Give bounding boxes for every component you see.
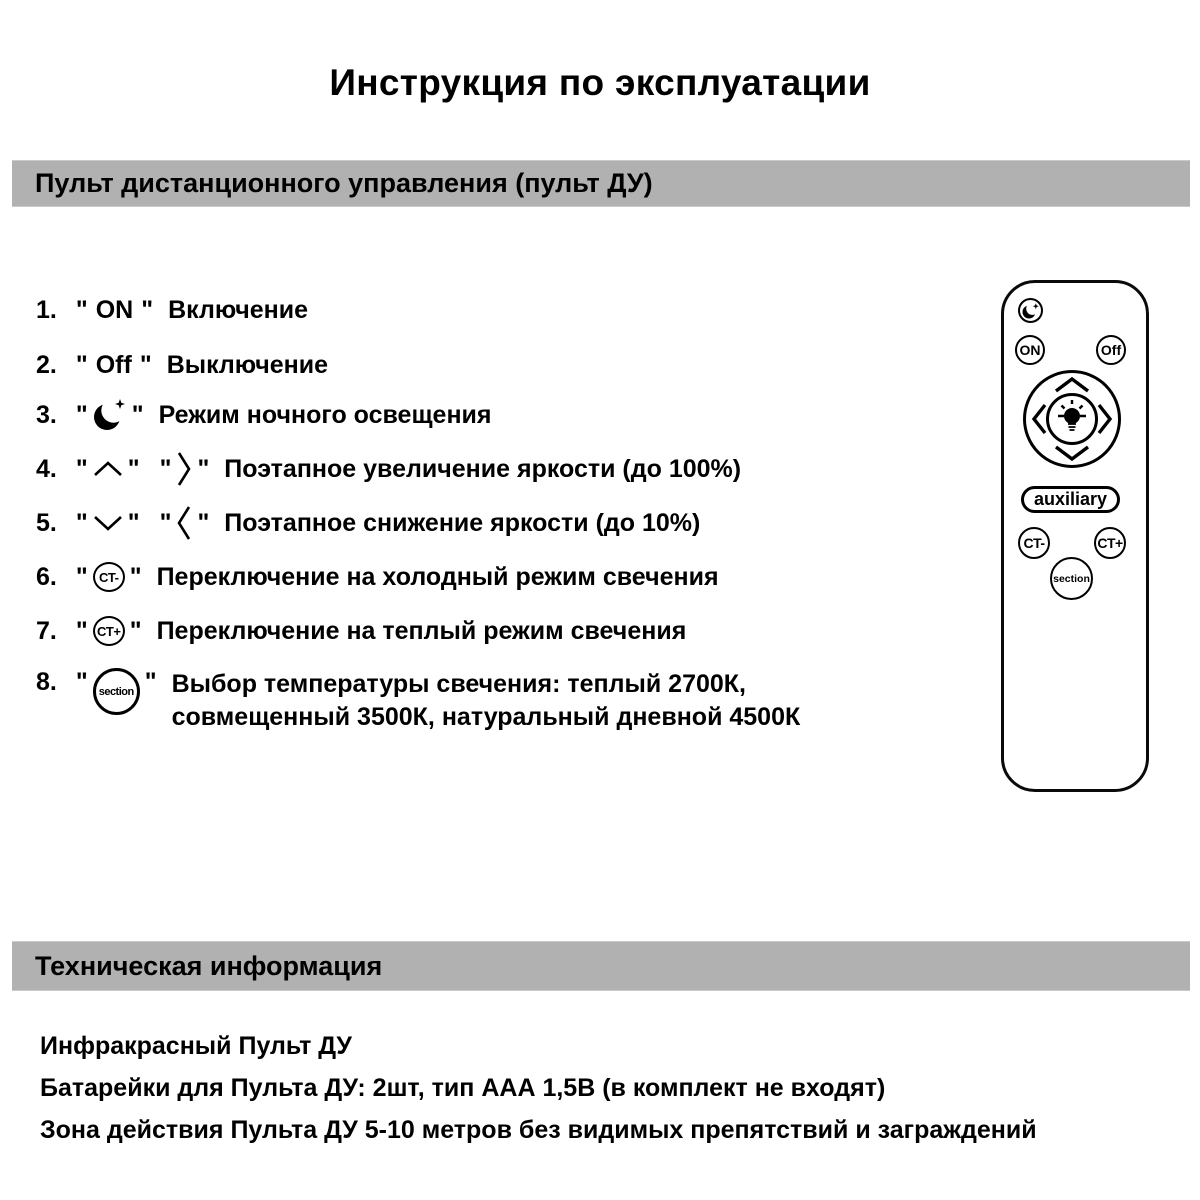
moon-icon [93, 397, 127, 433]
instruction-item-night-mode: 3. " " Режим ночного освещения [36, 397, 492, 433]
ct-minus-badge: CT- [93, 562, 125, 592]
chevron-down-icon [93, 514, 123, 532]
instruction-item-on: 1. " ON " Включение [36, 295, 309, 324]
section-header-remote-label: Пульт дистанционного управления (пульт ДУ) [35, 168, 653, 198]
instruction-item-warm-mode: 7. " CT+ " Переключение на теплый режим свечения [36, 616, 687, 645]
section-header-remote [12, 160, 1190, 207]
on-button: ON [1015, 335, 1045, 365]
angle-left-icon [176, 504, 192, 542]
section-header-tech-label: Техническая информация [35, 950, 383, 981]
dpad-up-icon [1056, 379, 1088, 391]
chevron-up-icon [93, 460, 123, 478]
section-button: section [1050, 557, 1093, 600]
tech-info-line: Зона действия Пульта ДУ 5-10 метров без видимых препятствий и заграждений [40, 1116, 1037, 1144]
remote-illustration [1001, 280, 1149, 792]
tech-info-line: Инфракрасный Пульт ДУ [40, 1032, 352, 1060]
dpad-left-icon [1034, 405, 1045, 433]
page-title: Инструкция по эксплуатации [329, 62, 871, 103]
section-badge: section [93, 668, 140, 715]
section-description: Выбор температуры свечения: теплый 2700К, совмещенный 3500К, натуральный дневной 4500К [171, 670, 801, 731]
angle-right-icon [176, 450, 192, 488]
tech-info-line: Батарейки для Пульта ДУ: 2шт, тип ААА 1,5В (в комплект не входят) [40, 1074, 886, 1102]
bulb-icon [1058, 400, 1086, 430]
instruction-item-brightness-up: 4. " " " " Поэтапное увеличение яркости (до 100%) [36, 450, 741, 488]
instruction-item-off: 2. " Off " Выключение [36, 350, 328, 379]
off-button: Off [1096, 335, 1126, 365]
dpad [1022, 369, 1122, 469]
instruction-item-cold-mode: 6. " CT- " Переключение на холодный режим свечения [36, 562, 719, 591]
instruction-item-section: 8. " section " Выбор температуры свечения: теплый 2700К, совмещенный 3500К, натуральный дневной 4500К [36, 668, 800, 734]
dpad-right-icon [1099, 405, 1110, 433]
ct-minus-button: CT- [1018, 527, 1050, 559]
night-mode-button [1018, 298, 1043, 323]
ct-plus-badge: CT+ [93, 616, 125, 646]
instruction-item-brightness-down: 5. " " " " Поэтапное снижение яркости (до 10%) [36, 504, 700, 542]
dpad-down-icon [1056, 447, 1088, 459]
moon-icon [1021, 301, 1041, 321]
ct-plus-button: CT+ [1094, 527, 1126, 559]
section-header-tech [12, 941, 1190, 991]
auxiliary-button: auxiliary [1021, 486, 1120, 513]
